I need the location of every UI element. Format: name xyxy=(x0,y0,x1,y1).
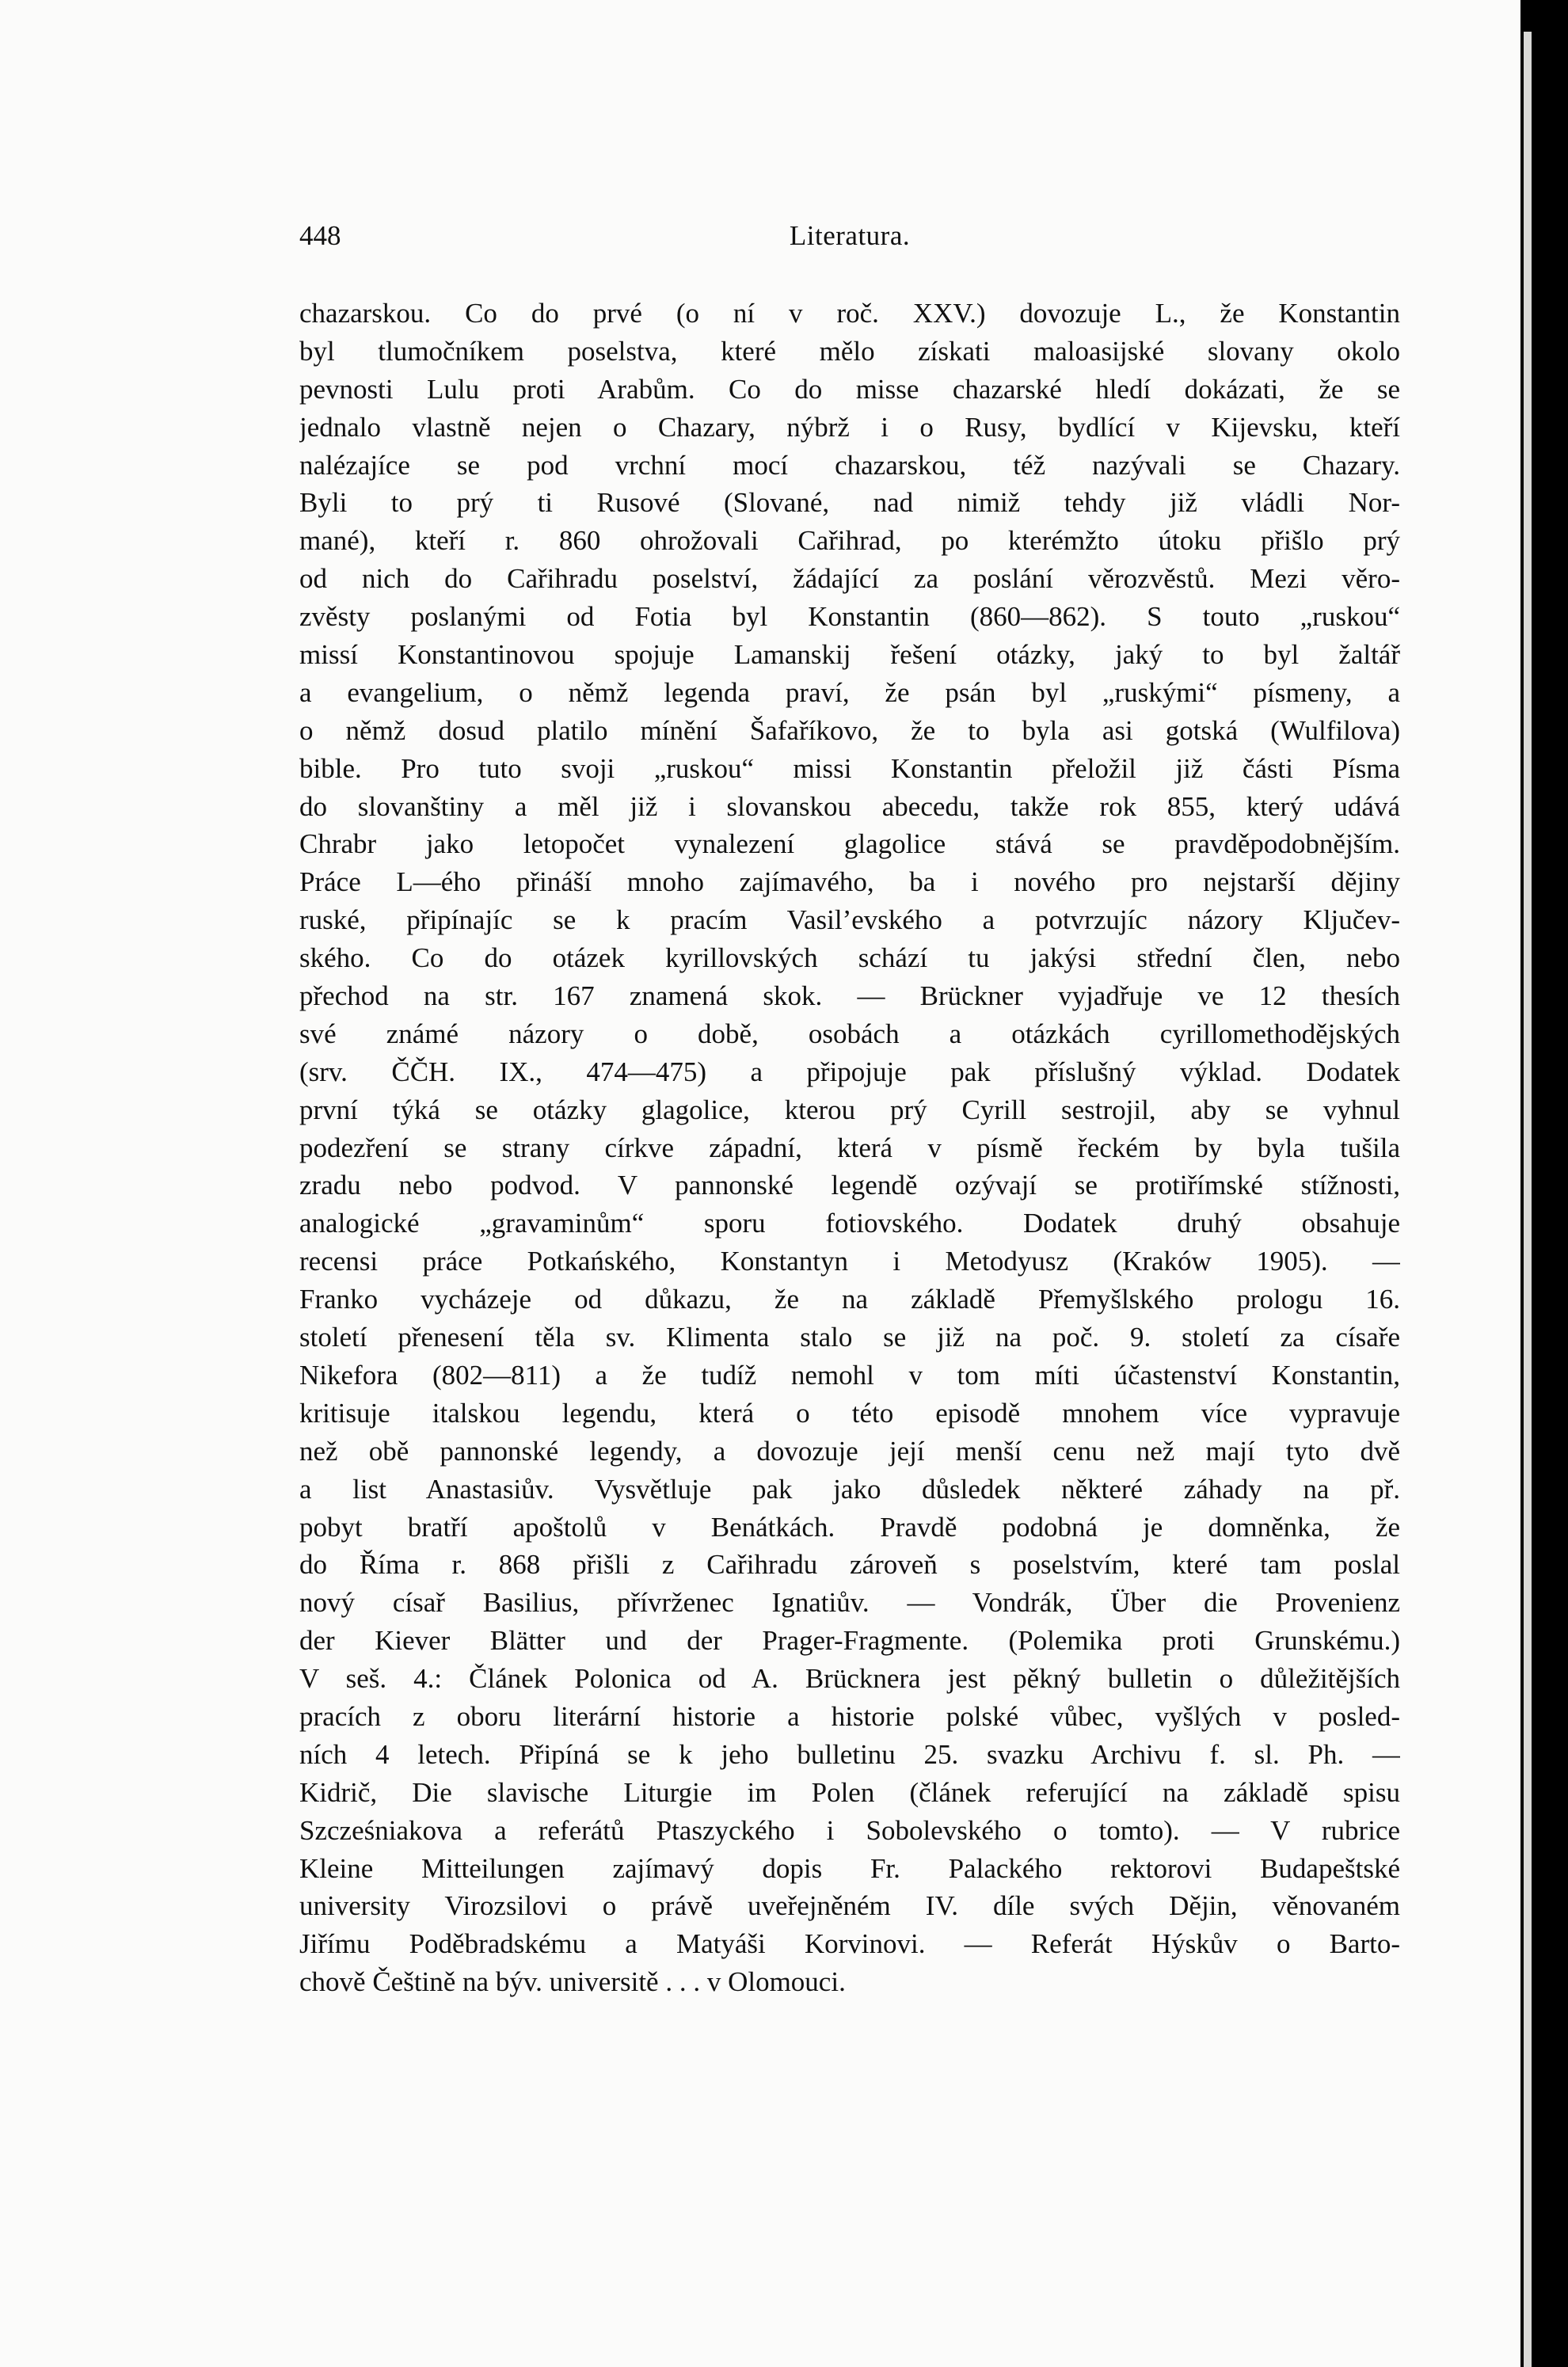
text-line: o němž dosud platilo mínění Šafaříkovo, že to byla asi gotská (Wulfilova) xyxy=(299,714,1400,746)
text-line: přechod na str. 167 znamená skok. — Brückner vyjadřuje ve 12 thesích xyxy=(299,980,1400,1012)
text-line: nový císař Basilius, přívrženec Ignatiův. — Vondrák, Über die Provenienz xyxy=(299,1587,1400,1619)
text-line: zradu nebo podvod. V pannonské legendě ozývají se protiřímské stížnosti, xyxy=(299,1170,1400,1201)
text-line: Franko vycházeje od důkazu, že na základě Přemyšlského prologu 16. xyxy=(299,1284,1400,1315)
text-line: bible. Pro tuto svoji „ruskou“ missi Konstantin přeložil již části Písma xyxy=(299,752,1400,784)
text-line: mané), kteří r. 860 ohrožovali Cařihrad, po kterémžto útoku přišlo prý xyxy=(299,525,1400,557)
text-line: university Virozsilovi o právě uveřejněném IV. díle svých Dějin, věnovaném xyxy=(299,1890,1400,1922)
text-line: pevnosti Lulu proti Arabům. Co do misse chazarské hledí dokázati, že se xyxy=(299,373,1400,405)
text-line: der Kiever Blätter und der Prager-Fragmente. (Polemika proti Grunskému.) xyxy=(299,1625,1400,1657)
text-line: Byli to prý ti Rusové (Slované, nad nimiž tehdy již vládli Nor- xyxy=(299,487,1400,519)
text-line: ského. Co do otázek kyrillovských schází tu jakýsi střední člen, nebo xyxy=(299,942,1400,974)
text-line: první týká se otázky glagolice, kterou prý Cyrill sestrojil, aby se vyhnul xyxy=(299,1094,1400,1125)
text-line: kritisuje italskou legendu, která o této episodě mnohem více vypravuje xyxy=(299,1397,1400,1429)
text-line: než obě pannonské legendy, a dovozuje její menší cenu než mají tyto dvě xyxy=(299,1435,1400,1467)
text-line: jednalo vlastně nejen o Chazary, nýbrž i o Rusy, bydlící v Kijevsku, kteří xyxy=(299,411,1400,443)
text-line: Kidrič, Die slavische Liturgie im Polen (článek referující na základě spisu xyxy=(299,1776,1400,1808)
text-line: pobyt bratří apoštolů v Benátkách. Pravdě podobná je domněnka, že xyxy=(299,1511,1400,1543)
text-line: a list Anastasiův. Vysvětluje pak jako důsledek některé záhady na př. xyxy=(299,1473,1400,1505)
text-line: ních 4 letech. Připíná se k jeho bulletinu 25. svazku Archivu f. sl. Ph. — xyxy=(299,1738,1400,1770)
text-line: zvěsty poslanými od Fotia byl Konstantin (860—862). S touto „ruskou“ xyxy=(299,601,1400,633)
text-line: byl tlumočníkem poselstva, které mělo získati maloasijské slovany okolo xyxy=(299,335,1400,367)
text-line: podezření se strany církve západní, která v písmě řeckém by byla tušila xyxy=(299,1132,1400,1163)
text-line: pracích z oboru literární historie a historie polské vůbec, vyšlých v posled- xyxy=(299,1700,1400,1732)
text-line: chazarskou. Co do prvé (o ní v roč. XXV.) dovozuje L., že Konstantin xyxy=(299,298,1400,329)
text-line: ruské, připínajíc se k pracím Vasil’evského a potvrzujíc názory Ključev- xyxy=(299,904,1400,936)
text-line: Kleine Mitteilungen zajímavý dopis Fr. Palackého rektorovi Budapeštské xyxy=(299,1852,1400,1884)
text-line: (srv. ČČH. IX., 474—475) a připojuje pak příslušný výklad. Dodatek xyxy=(299,1056,1400,1087)
text-line: Jiřímu Poděbradskému a Matyáši Korvinovi. — Referát Hýskův o Barto- xyxy=(299,1928,1400,1960)
text-line: Szcześniakova a referátů Ptaszyckého i Sobolevského o tomto). — V rubrice xyxy=(299,1814,1400,1846)
text-line: Práce L—ého přináší mnoho zajímavého, ba i nového pro nejstarší dějiny xyxy=(299,866,1400,898)
section-title: Literatura. xyxy=(789,220,911,251)
running-head xyxy=(299,220,1400,268)
body-text xyxy=(299,295,1400,2001)
text-line: recensi práce Potkańského, Konstantyn i Metodyusz (Kraków 1905). — xyxy=(299,1246,1400,1277)
text-line: missí Konstantinovou spojuje Lamanskij řešení otázky, jaký to byl žaltář xyxy=(299,639,1400,671)
text-line: V seš. 4.: Článek Polonica od A. Brücknera jest pěkný bulletin o důležitějších xyxy=(299,1663,1400,1695)
text-line: století přenesení těla sv. Klimenta stalo se již na poč. 9. století za císaře xyxy=(299,1322,1400,1353)
text-line: do Říma r. 868 přišli z Cařihradu zároveň s poselstvím, které tam poslal xyxy=(299,1549,1400,1581)
text-line: od nich do Cařihradu poselství, žádající za poslání věrozvěstů. Mezi věro- xyxy=(299,563,1400,595)
text-line: své známé názory o době, osobách a otázkách cyrillomethodějských xyxy=(299,1018,1400,1049)
text-line: Chrabr jako letopočet vynalezení glagolice stává se pravděpodobnějším. xyxy=(299,828,1400,860)
text-line: do slovanštiny a měl již i slovanskou abecedu, takže rok 855, který udává xyxy=(299,790,1400,822)
text-line: chově Češtině na býv. universitě . . . v Olomouci. xyxy=(299,1966,846,1998)
page-number: 448 xyxy=(299,220,341,251)
text-line: Nikefora (802—811) a že tudíž nemohl v tom míti účastenství Konstantin, xyxy=(299,1359,1400,1391)
text-line: analogické „gravaminům“ sporu fotiovského. Dodatek druhý obsahuje xyxy=(299,1208,1400,1239)
text-line: nalézajíce se pod vrchní mocí chazarskou, též nazývali se Chazary. xyxy=(299,449,1400,481)
text-line: a evangelium, o němž legenda praví, že psán byl „ruskými“ písmeny, a xyxy=(299,676,1400,708)
page-edge xyxy=(1524,32,1532,2367)
